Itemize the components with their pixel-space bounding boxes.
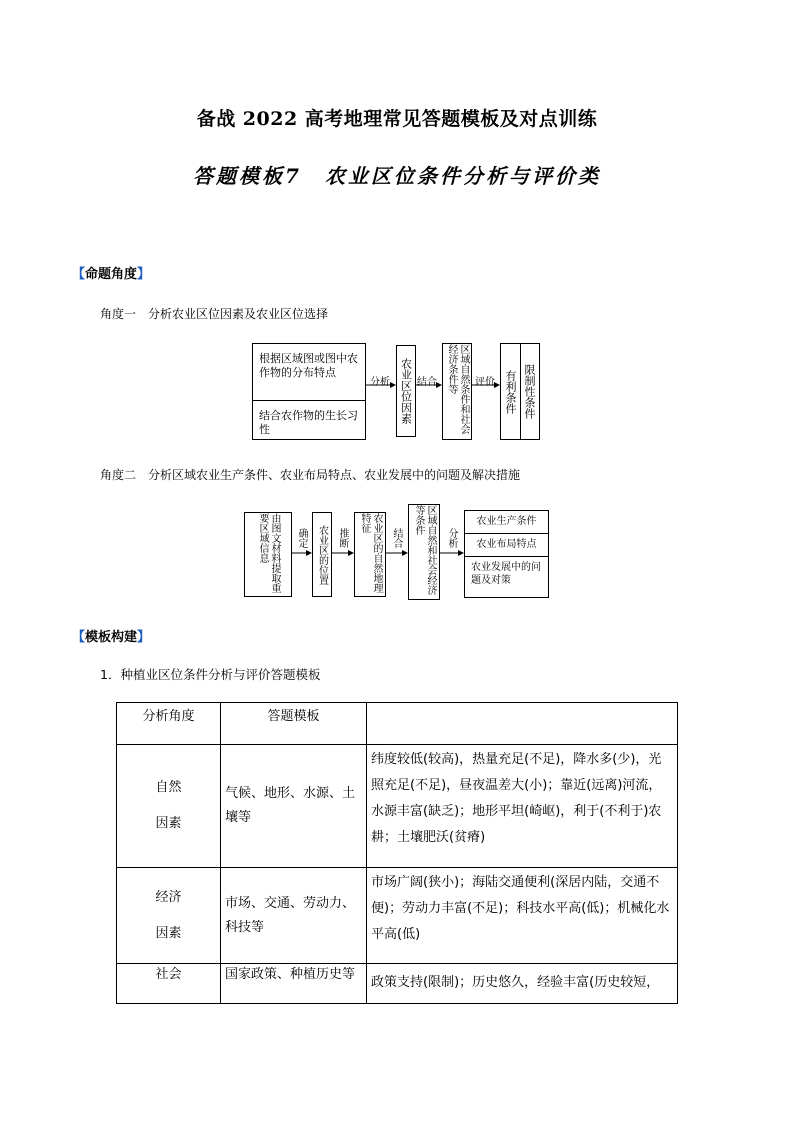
arrow-right-icon	[292, 548, 312, 558]
angle-line-2: 因素	[155, 816, 182, 831]
table-header-cell: 分析角度	[117, 703, 221, 745]
section-heading-angles	[72, 263, 150, 282]
angle-line-1: 社会	[155, 967, 182, 982]
angle1-box-conditions: 区域自然条件和社会经济条件等	[442, 343, 472, 440]
angle-line-1: 经济	[155, 889, 182, 905]
table-cell-template: 市场、交通、劳动力、科技等	[221, 868, 367, 964]
table-cell-template: 气候、地形、水源、土壤等	[221, 745, 367, 868]
table-header-cell: 答题模板	[221, 703, 367, 745]
angle2-heading: 角度二 分析区域农业生产条件、农业布局特点、农业发展中的问题及解决措施	[100, 468, 521, 482]
angle2-box-location: 农业区的位置	[312, 512, 332, 597]
angle2-box-outputs	[464, 510, 549, 598]
angle1-box-source	[252, 343, 366, 440]
item1-heading: 1．种植业区位条件分析与评价答题模板	[100, 667, 321, 682]
table-cell-detail: 纬度较低(较高)，热量充足(不足)，降水多(少)，光照充足(不足)，昼夜温差大(小)；靠近(远离)河流，水源丰富(缺乏)；地形平坦(崎岖)，利于(不利于)农耕；土壤肥沃(贫瘠)	[367, 745, 678, 868]
angle-line-1: 自然	[155, 780, 182, 795]
arrow-right-icon	[386, 548, 408, 558]
angle1-favorable: 有利条件	[501, 344, 521, 439]
table-cell-template: 国家政策、种植历史等	[221, 964, 367, 1004]
angle2-box-physical: 农业区的自然地理特征	[354, 512, 386, 597]
template-table	[116, 702, 678, 1004]
arrow-right-icon	[440, 548, 464, 558]
angle-line-2: 因素	[155, 925, 182, 941]
angle1-arrow3-label: 评价	[475, 377, 495, 388]
angle2-out-layout: 农业布局特点	[465, 534, 548, 557]
angle2-arrow2-label: 推断	[337, 528, 348, 548]
angle2-arrow1-label: 确定	[296, 528, 307, 548]
angle2-box-info: 由图文材料提取重要区域信息	[244, 512, 292, 597]
table-row	[117, 868, 678, 964]
angle1-box-source-top: 根据区域图或图中农作物的分布特点	[253, 344, 365, 401]
angle1-arrow1-label: 分析	[370, 377, 390, 388]
angle1-heading: 角度一 分析农业区位因素及农业区位选择	[100, 307, 329, 321]
table-row	[117, 964, 678, 1004]
bracket-close: 】	[137, 630, 151, 645]
angle1-box-factors: 农业区位因素	[396, 345, 416, 437]
bracket-open: 【	[72, 267, 86, 282]
arrow-right-icon	[332, 548, 354, 558]
table-header-cell	[367, 703, 678, 745]
angle2-arrow3-label: 结合	[391, 528, 402, 548]
angle1-box-evaluation	[500, 343, 540, 440]
page-title: 备战 2022 高考地理常见答题模板及对点训练	[196, 108, 598, 130]
angle1-box-source-bottom: 结合农作物的生长习性	[259, 409, 358, 436]
table-cell-angle	[117, 964, 221, 1004]
section-heading-template	[72, 626, 150, 645]
bracket-close: 】	[137, 267, 151, 282]
page-subtitle: 答题模板7 农业区位条件分析与评价类	[193, 164, 601, 188]
table-cell-detail: 市场广阔(狭小)；海陆交通便利(深居内陆，交通不便)；劳动力丰富(不足)；科技水平高(低)；机械化水平高(低)	[367, 868, 678, 964]
angle2-out-production: 农业生产条件	[465, 511, 548, 534]
angle2-box-conditions: 区域自然和社会经济等条件	[408, 504, 440, 600]
angle1-limiting: 限制性条件	[523, 364, 536, 419]
angle2-out-problems: 农业发展中的问题及对策	[471, 562, 541, 586]
table-row	[117, 745, 678, 868]
table-header-row	[117, 703, 678, 745]
table-cell-angle	[117, 868, 221, 964]
table-cell-detail: 政策支持(限制)；历史悠久，经验丰富(历史较短，	[367, 964, 678, 1004]
table-cell-angle	[117, 745, 221, 868]
angle2-arrow4-label: 分析	[446, 528, 457, 548]
bracket-open: 【	[72, 630, 86, 645]
angle1-arrow2-label: 结合	[417, 377, 437, 388]
section-label: 模板构建	[85, 630, 138, 645]
section-label: 命题角度	[85, 267, 138, 282]
